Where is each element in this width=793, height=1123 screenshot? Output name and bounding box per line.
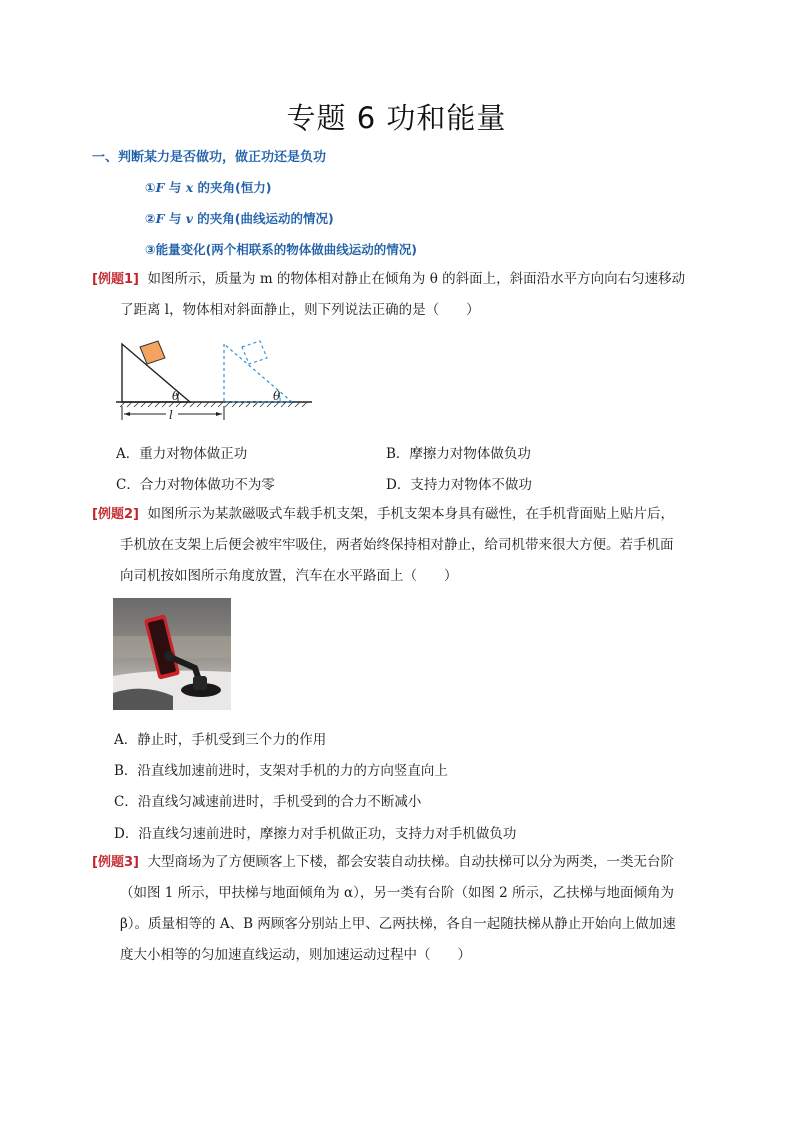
item-text: 的夹角(恒力) xyxy=(193,180,272,195)
item-text: 与 xyxy=(164,211,186,226)
example-line xyxy=(92,847,712,878)
example-line xyxy=(92,264,712,295)
example-tag: [例题1] xyxy=(92,272,139,287)
option-c[interactable]: C．沿直线匀减速前进时，手机受到的合力不断减小 xyxy=(114,794,422,810)
example-line: 手机放在支架上后便会被牢牢吸住，两者始终保持相对静止，给司机带来很大方便。若手机面 xyxy=(120,537,674,553)
option-c[interactable]: C．合力对物体做功不为零 xyxy=(116,477,275,493)
item-var: x xyxy=(185,180,194,195)
item-text: 的夹角(曲线运动的情况) xyxy=(192,211,334,226)
option-d[interactable]: D．支持力对物体不做功 xyxy=(386,477,532,493)
page-title: 专题 6 功和能量 xyxy=(286,101,507,135)
incline-diagram xyxy=(112,336,317,422)
phone-holder-photo xyxy=(113,598,231,710)
item-marker: ② xyxy=(145,211,156,226)
option-a[interactable]: A．重力对物体做正功 xyxy=(116,446,248,462)
option-b[interactable]: B．摩擦力对物体做负功 xyxy=(386,446,531,462)
example-line: 度大小相等的匀加速直线运动，则加速运动过程中（ ） xyxy=(120,947,471,963)
distance-label: l xyxy=(169,408,173,422)
block-dashed xyxy=(242,341,267,364)
example-3 xyxy=(92,847,712,971)
example-2 xyxy=(92,499,712,592)
item-var: F xyxy=(155,180,165,195)
example-text: 大型商场为了方便顾客上下楼，都会安装自动扶梯。自动扶梯可以分为两类，一类无台阶 xyxy=(147,854,675,870)
item-var: F xyxy=(155,211,165,226)
example-line: β）。质量相等的 A、B 两顾客分别站上甲、乙两扶梯，各自一起随扶梯从静止开始向上做加速 xyxy=(120,916,676,932)
option-d[interactable]: D．沿直线匀速前进时，摩擦力对手机做正功，支持力对手机做负功 xyxy=(114,826,517,842)
example-line: （如图 1 所示，甲扶梯与地面倾角为 α），另一类有台阶（如图 2 所示，乙扶梯与地面倾角为 xyxy=(120,885,674,901)
example-text: 如图所示为某款磁吸式车载手机支架，手机支架本身具有磁性，在手机背面贴上贴片后， xyxy=(147,506,675,522)
example-line: 了距离 l，物体相对斜面静止，则下列说法正确的是（ ） xyxy=(120,302,480,318)
item-marker: ① xyxy=(145,180,156,195)
example-line: 向司机按如图所示角度放置，汽车在水平路面上（ ） xyxy=(120,568,458,584)
example-1 xyxy=(92,264,712,326)
example-tag: [例题3] xyxy=(92,855,139,870)
incline-dashed xyxy=(224,344,292,402)
block xyxy=(140,341,165,364)
example-text: 如图所示，质量为 m 的物体相对静止在倾角为 θ 的斜面上，斜面沿水平方向向右匀速移动 xyxy=(147,271,686,287)
section-item-1 xyxy=(145,178,271,196)
item-text: 与 xyxy=(164,180,186,195)
option-a[interactable]: A．静止时，手机受到三个力的作用 xyxy=(114,732,327,748)
item-var: v xyxy=(185,211,193,226)
section-item-3 xyxy=(145,240,417,258)
section-item-2 xyxy=(145,209,334,227)
section-heading: 一、判断某力是否做功，做正功还是负功 xyxy=(92,150,327,165)
example-line xyxy=(92,499,712,530)
example-tag: [例题2] xyxy=(92,507,139,522)
item-marker: ③ xyxy=(145,242,156,257)
option-b[interactable]: B．沿直线加速前进时，支架对手机的力的方向竖直向上 xyxy=(114,763,448,779)
angle-label: θ xyxy=(273,389,281,403)
item-text: 能量变化(两个相联系的物体做曲线运动的情况) xyxy=(155,242,418,257)
angle-label: θ xyxy=(172,389,180,403)
